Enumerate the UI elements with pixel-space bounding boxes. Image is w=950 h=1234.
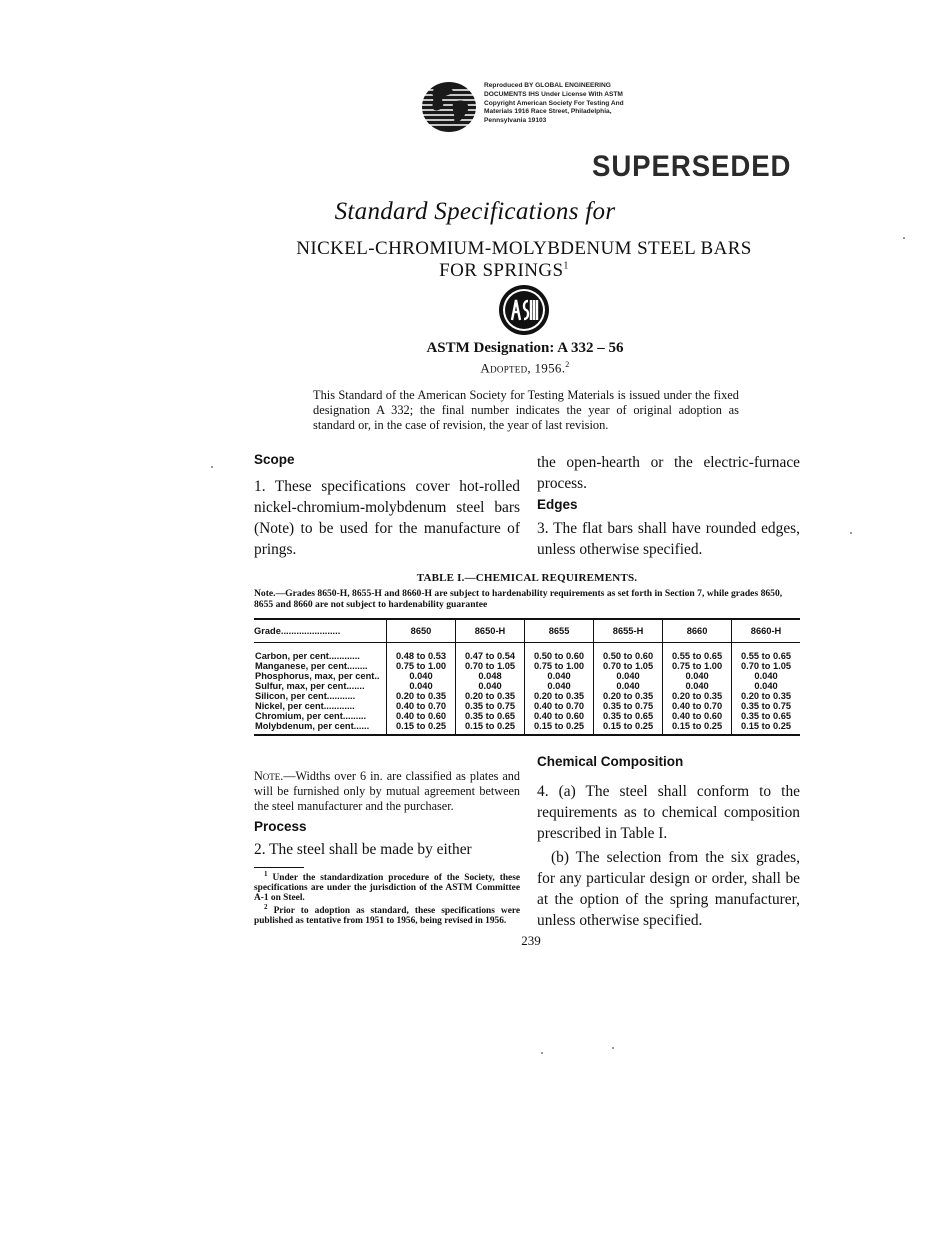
reproduction-notice xyxy=(484,82,664,126)
table-cell: 0.15 to 0.25 xyxy=(456,721,525,735)
table-cell: 0.35 to 0.65 xyxy=(594,711,663,721)
footnote xyxy=(254,903,520,927)
document-subtitle xyxy=(0,260,950,282)
footnote-text: Prior to adoption as standard, these specifications were published as tentative from 1951 to 1956, being revised in 1956. xyxy=(254,906,521,927)
footnotes xyxy=(254,870,520,927)
notice-line: Reproduced BY GLOBAL ENGINEERING xyxy=(484,82,611,89)
table-cell: 0.20 to 0.35 xyxy=(525,691,594,701)
process-text: 2. The steel shall be made by either xyxy=(254,841,472,858)
scope-paragraph xyxy=(254,476,520,560)
adopted-year xyxy=(0,360,950,376)
intro-paragraph: This Standard of the American Society for Testing Materials is issued under the fixed designation A 332; the final number indicates the year of original adoption as standard or, in the case of revision, the year of last revision. xyxy=(313,388,739,432)
table-cell: 0.75 to 1.00 xyxy=(387,661,456,671)
notice-line: DOCUMENTS IHS Under License With ASTM xyxy=(484,90,623,98)
chem-text-a: 4. (a) The steel shall conform to the requirements as to chemical composition prescribed in Table I. xyxy=(537,783,800,842)
table-cell: 0.040 xyxy=(732,671,800,681)
table-cell: 0.48 to 0.53 xyxy=(387,643,456,662)
process-paragraph xyxy=(254,839,520,860)
edges-heading: Edges xyxy=(537,497,578,512)
table-cell: 0.20 to 0.35 xyxy=(663,691,732,701)
table-cell: 0.40 to 0.60 xyxy=(663,711,732,721)
footnote xyxy=(254,870,520,903)
table-cell: 0.048 xyxy=(456,671,525,681)
table-note: Note.—Grades 8650-H, 8655-H and 8660-H are subject to hardenability requirements as set forth in Section 7, while grades 8650, 8655 and 8660 are not subject to hardenability guarantee xyxy=(254,588,783,610)
table-cell: 0.040 xyxy=(525,681,594,691)
column-header: 8650-H xyxy=(456,619,525,643)
chemical-requirements-table xyxy=(254,618,800,736)
table-cell: 0.40 to 0.60 xyxy=(525,711,594,721)
table-cell: 0.75 to 1.00 xyxy=(525,661,594,671)
table-cell: 0.50 to 0.60 xyxy=(525,643,594,662)
table-cell: 0.15 to 0.25 xyxy=(663,721,732,735)
footnote-text: Under the standardization procedure of the Society, these specifications are under the jurisdiction of the ASTM Committee A-1 on Steel. xyxy=(254,873,520,903)
subtitle-line2: FOR SPRINGS xyxy=(439,260,564,281)
table-cell: 0.40 to 0.70 xyxy=(663,701,732,711)
adopted-text: Adopted, 1956. xyxy=(480,360,566,376)
row-label: Chromium, per cent......... xyxy=(255,711,367,721)
document-subtitle: NICKEL-CHROMIUM-MOLYBDENUM STEEL BARS xyxy=(296,238,752,259)
table-cell: 0.040 xyxy=(732,681,800,691)
edges-text: 3. The flat bars shall have rounded edges, unless otherwise specified. xyxy=(537,520,800,558)
scope-heading: Scope xyxy=(254,452,295,467)
table-row xyxy=(254,671,800,681)
footnote-ref: 1 xyxy=(563,260,569,272)
table-cell: 0.15 to 0.25 xyxy=(525,721,594,735)
table-cell: 0.35 to 0.75 xyxy=(732,701,800,711)
table-cell: 0.040 xyxy=(594,681,663,691)
scope-text: 1. These specifications cover hot-rolled nickel-chromium-molybdenum steel bars (Note) to be used for the manufacture of prings. xyxy=(254,478,520,558)
column-header: 8660-H xyxy=(732,619,800,643)
row-label: Carbon, per cent............ xyxy=(255,651,360,661)
table-cell: 0.20 to 0.35 xyxy=(594,691,663,701)
table-cell: 0.15 to 0.25 xyxy=(732,721,800,735)
table-cell: 0.75 to 1.00 xyxy=(663,661,732,671)
scan-speck xyxy=(541,1052,543,1054)
notice-line: Copyright American Society For Testing And xyxy=(484,99,624,107)
table-cell: 0.20 to 0.35 xyxy=(456,691,525,701)
row-label: Nickel, per cent............ xyxy=(255,701,355,711)
astm-seal-icon xyxy=(498,284,550,336)
notice-line: Pennsylvania 19103 xyxy=(484,117,547,125)
scan-speck xyxy=(211,466,213,468)
scan-speck xyxy=(850,532,852,534)
process-continuation xyxy=(537,452,800,494)
chemical-composition-paragraph xyxy=(537,781,800,931)
page-number: 239 xyxy=(521,933,541,948)
table-cell: 0.40 to 0.70 xyxy=(525,701,594,711)
table-cell: 0.15 to 0.25 xyxy=(594,721,663,735)
table-cell: 0.040 xyxy=(387,671,456,681)
footnote-mark: 2 xyxy=(264,903,268,912)
table-row xyxy=(254,711,800,721)
table-cell: 0.70 to 1.05 xyxy=(732,661,800,671)
chemical-composition-heading: Chemical Composition xyxy=(537,754,684,769)
table-cell: 0.40 to 0.70 xyxy=(387,701,456,711)
table-row xyxy=(254,691,800,701)
table-cell: 0.35 to 0.75 xyxy=(594,701,663,711)
process-continued-text: the open-hearth or the electric-furnace process. xyxy=(537,454,800,492)
table-cell: 0.35 to 0.65 xyxy=(732,711,800,721)
chem-text-b: (b) The selection from the six grades, for any particular design or order, shall be at the option of the spring manufacturer, unless otherwise specified. xyxy=(537,849,800,929)
table-cell: 0.70 to 1.05 xyxy=(594,661,663,671)
footnote-divider xyxy=(254,867,304,868)
globe-logo-icon xyxy=(420,80,478,134)
table-row xyxy=(254,721,800,735)
row-label: Manganese, per cent........ xyxy=(255,661,368,671)
footnote-ref: 2 xyxy=(565,360,570,369)
grade-header: Grade....................... xyxy=(254,619,387,643)
table-cell: 0.35 to 0.65 xyxy=(456,711,525,721)
process-heading: Process xyxy=(254,819,307,834)
table-cell: 0.35 to 0.75 xyxy=(456,701,525,711)
table-cell: 0.040 xyxy=(525,671,594,681)
table-cell: 0.040 xyxy=(456,681,525,691)
astm-designation: ASTM Designation: A 332 – 56 xyxy=(426,340,624,356)
table-cell: 0.040 xyxy=(387,681,456,691)
table-cell: 0.40 to 0.60 xyxy=(387,711,456,721)
column-header: 8655-H xyxy=(594,619,663,643)
table-cell: 0.70 to 1.05 xyxy=(456,661,525,671)
width-note xyxy=(254,769,520,814)
edges-paragraph xyxy=(537,518,800,560)
table-header-row xyxy=(254,619,800,643)
footnote-mark: 1 xyxy=(264,870,268,878)
table-row xyxy=(254,681,800,691)
document-title: Standard Specifications for xyxy=(334,198,616,225)
table-cell: 0.040 xyxy=(663,681,732,691)
table-cell: 0.55 to 0.65 xyxy=(732,643,800,662)
note-text: .—Widths over 6 in. are classified as plates and will be furnished only by mutual agreement between the steel manufacturer and the purchaser. xyxy=(254,769,520,813)
row-label: Silicon, per cent........... xyxy=(255,691,356,701)
column-header: 8655 xyxy=(525,619,594,643)
table-cell: 0.20 to 0.35 xyxy=(732,691,800,701)
table-row xyxy=(254,643,800,662)
row-label: Molybdenum, per cent...... xyxy=(254,721,387,735)
table-cell: 0.15 to 0.25 xyxy=(387,721,456,735)
table-cell: 0.040 xyxy=(594,671,663,681)
table-title: TABLE I.—CHEMICAL REQUIREMENTS. xyxy=(416,572,638,584)
row-label: Phosphorus, max, per cent.. xyxy=(255,671,380,681)
table-cell: 0.040 xyxy=(663,671,732,681)
notice-line: Materials 1916 Race Street, Philadelphia, xyxy=(484,108,612,116)
table-cell: 0.50 to 0.60 xyxy=(594,643,663,662)
superseded-stamp: SUPERSEDED xyxy=(592,150,792,183)
column-header: 8650 xyxy=(387,619,456,643)
scan-speck xyxy=(612,1047,614,1049)
column-header: 8660 xyxy=(663,619,732,643)
table-cell: 0.55 to 0.65 xyxy=(663,643,732,662)
row-label: Sulfur, max, per cent....... xyxy=(255,681,365,691)
table-row xyxy=(254,661,800,671)
table-row xyxy=(254,701,800,711)
table-cell: 0.20 to 0.35 xyxy=(387,691,456,701)
table-cell: 0.47 to 0.54 xyxy=(456,643,525,662)
scan-speck xyxy=(903,237,905,239)
note-label: Note xyxy=(254,769,281,783)
